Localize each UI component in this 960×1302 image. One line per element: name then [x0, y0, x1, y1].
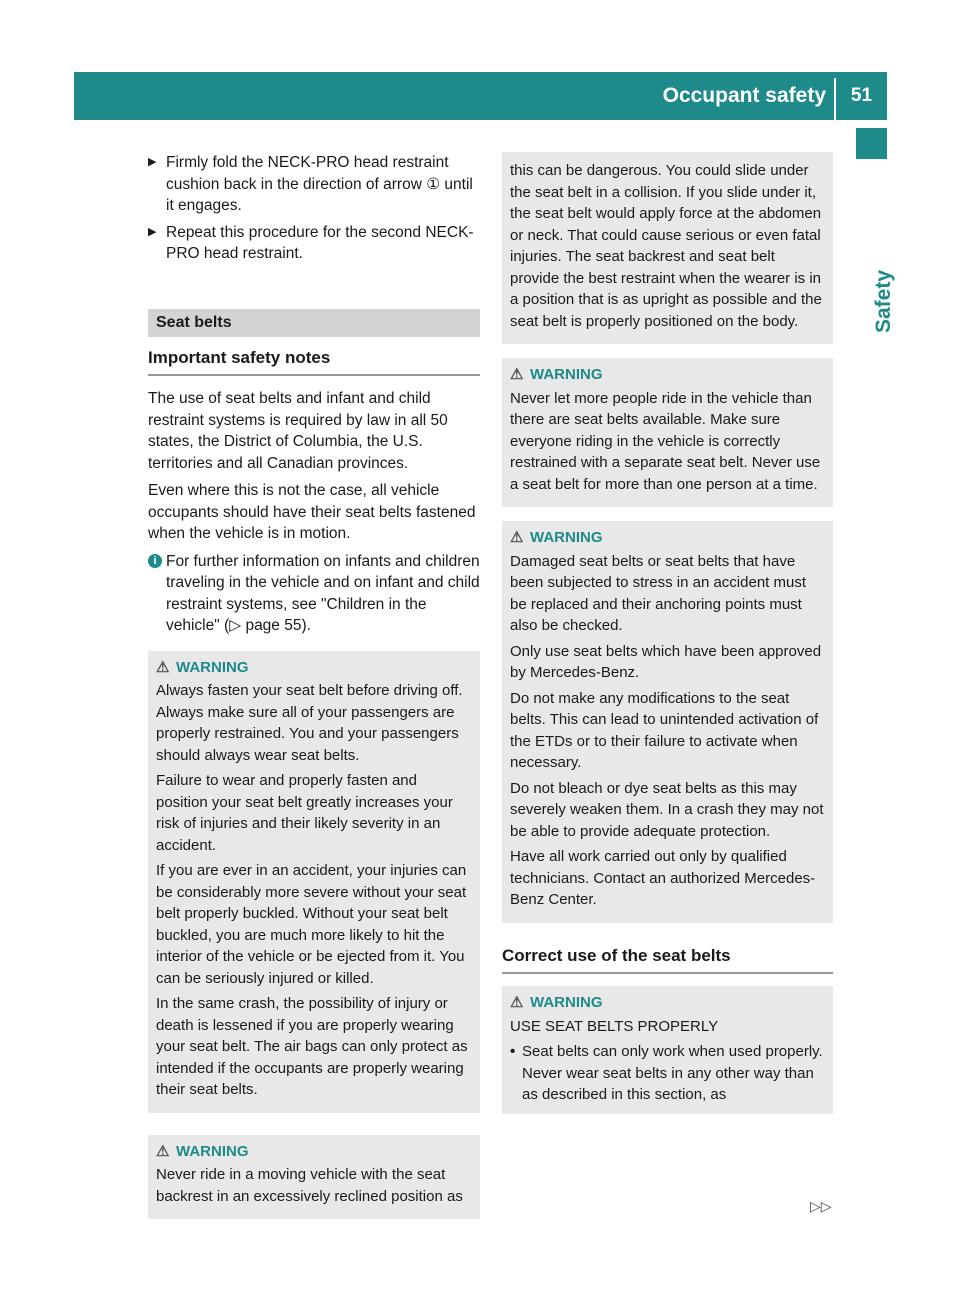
warning-heading	[510, 992, 825, 1014]
warning-box	[148, 651, 480, 1113]
warning-label: WARNING	[176, 1142, 249, 1160]
warning-triangle-icon: ⚠	[156, 1142, 170, 1160]
warning-box	[502, 986, 833, 1114]
subheading: Important safety notes	[148, 337, 480, 377]
info-note	[148, 551, 480, 637]
section-tab-label: Safety	[872, 269, 895, 333]
warning-triangle-icon: ⚠	[156, 658, 170, 676]
right-column	[502, 152, 833, 1128]
left-column	[148, 152, 480, 1233]
bullet-item	[510, 1041, 825, 1106]
bullet-text: Seat belts can only work when used properly. Never wear seat belts in any other way than as described in this section, as	[522, 1043, 823, 1103]
warning-triangle-icon: ⚠	[510, 529, 524, 546]
warning-text: Only use seat belts which have been approved by Mercedes-Benz.	[510, 642, 822, 681]
body-paragraph: Even where this is not the case, all vehicle occupants should have their seat belts fastened when the vehicle is in motion.	[148, 482, 476, 542]
step-arrow-icon: ▶	[148, 225, 157, 238]
info-icon: i	[148, 554, 162, 568]
warning-box	[502, 521, 833, 923]
warning-label: WARNING	[530, 994, 603, 1011]
warning-label: WARNING	[176, 658, 249, 676]
body-paragraph: The use of seat belts and infant and child restraint systems is required by law in all 50 states, the District of Columbia, the U.S. territories and all Canadian provinces.	[148, 390, 448, 472]
tab-marker	[856, 128, 887, 159]
step-text: Firmly fold the NECK-PRO head restraint cushion back in the direction of arrow ① until it engages.	[166, 154, 473, 214]
warning-text: Always fasten your seat belt before driving off. Always make sure all of your passengers are properly restrained. You and your passengers should always wear seat belts.	[156, 682, 463, 764]
section-tab	[856, 128, 895, 348]
warning-text: Do not make any modifications to the seat belts. This can lead to unintended activation of the ETDs or to their failure to activate when necessary.	[510, 689, 819, 771]
continued-arrow-icon: ▷▷	[810, 1198, 832, 1214]
warning-triangle-icon: ⚠	[510, 366, 524, 383]
step-text: Repeat this procedure for the second NECK-PRO head restraint.	[166, 223, 474, 262]
bullet-dot-icon: •	[510, 1043, 516, 1060]
instruction-step	[148, 152, 480, 217]
warning-label: WARNING	[530, 529, 603, 546]
warning-text: Have all work carried out only by qualified technicians. Contact an authorized Mercedes-Benz Center.	[510, 848, 816, 908]
warning-text: USE SEAT BELTS PROPERLY	[510, 1017, 719, 1035]
warning-triangle-icon: ⚠	[510, 994, 524, 1011]
warning-label: WARNING	[530, 366, 603, 383]
warning-heading	[156, 1141, 472, 1163]
chapter-title: Occupant safety	[662, 84, 826, 107]
warning-heading	[156, 657, 472, 679]
warning-box-continued	[502, 152, 833, 344]
info-text: For further information on infants and children traveling in the vehicle and on infant and child restraint systems, see "Children in the vehicle" (▷ page 55).	[166, 552, 480, 634]
warning-text: Damaged seat belts or seat belts that have been subjected to stress in an accident must be replaced and their anchoring points must also be checked.	[510, 552, 807, 634]
warning-text: Failure to wear and properly fasten and position your seat belt greatly increases your risk of injuries and their likely severity in an accident.	[156, 772, 453, 854]
section-heading: Seat belts	[148, 309, 480, 337]
page-header	[74, 72, 887, 120]
warning-text: Never let more people ride in the vehicle than there are seat belts available. Make sure everyone riding in the vehicle is correctly restrained with a separate seat belt. Never use a seat belt for more than one person at a time.	[510, 389, 821, 493]
warning-text: Do not bleach or dye seat belts as this may severely weaken them. In a crash they may not be able to provide adequate protection.	[510, 779, 824, 840]
warning-heading	[510, 527, 825, 549]
step-arrow-icon: ▶	[148, 156, 157, 168]
subheading: Correct use of the seat belts	[502, 937, 833, 975]
instruction-step	[148, 222, 480, 265]
warning-box	[502, 358, 833, 507]
warning-heading	[510, 364, 825, 386]
warning-box	[148, 1135, 480, 1220]
warning-text: In the same crash, the possibility of injury or death is lessened if you are properly wearing your seat belt. The air bags can only protect as intended if the occupants are properly wearing their seat belts.	[156, 995, 468, 1098]
page-number: 51	[850, 85, 873, 106]
warning-text: If you are ever in an accident, your injuries can be considerably more severe without your seat belt properly buckled. Without your seat belt buckled, you are much more likely to hit the interior of the vehicle or be ejected from it. You can be seriously injured or killed.	[156, 862, 467, 987]
warning-text: Never ride in a moving vehicle with the seat backrest in an excessively reclined position as	[156, 1166, 463, 1205]
warning-text: this can be dangerous. You could slide under the seat belt in a collision. If you slide under it, the seat belt would apply force at the abdomen or neck. That could cause serious or even fatal injuries. The seat backrest and seat belt provide the best restraint when the wearer is in a position that is as upright as possible and the seat belt is properly positioned on the body.	[510, 162, 822, 330]
